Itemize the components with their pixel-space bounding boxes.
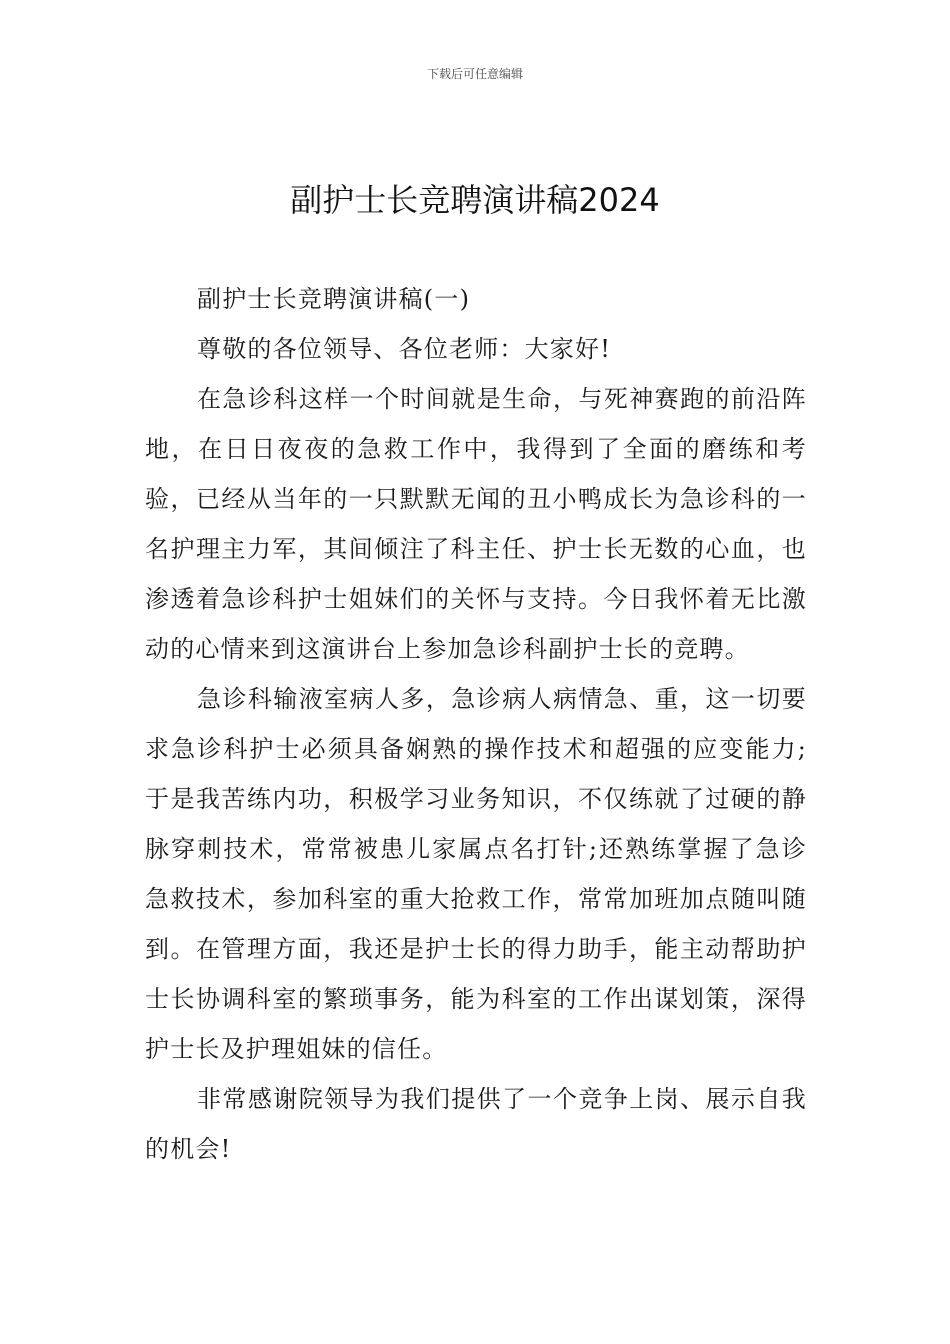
paragraph: 在急诊科这样一个时间就是生命，与死神赛跑的前沿阵地，在日日夜夜的急救工作中，我得到了全面的磨练和考验，已经从当年的一只默默无闻的丑小鸭成长为急诊科的一名护理主力军，其间倾注了科主任、护士长无数的心血，也渗透着急诊科护士姐妹们的关怀与支持。今日我怀着无比激动的心情来到这演讲台上参加急诊科副护士长的竞聘。	[145, 385, 807, 663]
document-body	[145, 274, 807, 1174]
paragraph-subtitle: 副护士长竞聘演讲稿(一)	[197, 285, 471, 313]
document-title: 副护士长竞聘演讲稿2024	[290, 181, 660, 219]
header-note: 下载后可任意编辑	[426, 67, 523, 81]
paragraph-greeting: 尊敬的各位领导、各位老师：大家好!	[197, 335, 612, 363]
paragraph: 非常感谢院领导为我们提供了一个竞争上岗、展示自我的机会!	[145, 1085, 807, 1163]
paragraph: 急诊科输液室病人多，急诊病人病情急、重，这一切要求急诊科护士必须具备娴熟的操作技术和超强的应变能力;于是我苦练内功，积极学习业务知识，不仅练就了过硬的静脉穿刺技术，常常被患儿家属点名打针;还熟练掌握了急诊急救技术，参加科室的重大抢救工作，常常加班加点随叫随到。在管理方面，我还是护士长的得力助手，能主动帮助护士长协调科室的繁琐事务，能为科室的工作出谋划策，深得护士长及护理姐妹的信任。	[145, 685, 807, 1063]
